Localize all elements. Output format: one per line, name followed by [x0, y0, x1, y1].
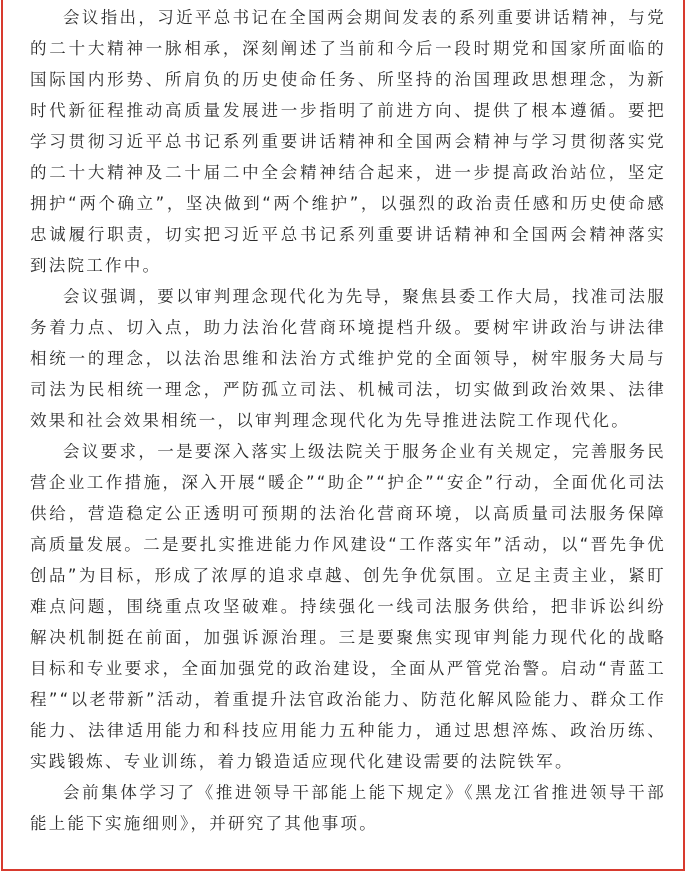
red-border-frame: [1, 0, 685, 871]
article-body: [30, 2, 666, 839]
paragraph-meeting-pointed-out: 会议指出，习近平总书记在全国两会期间发表的系列重要讲话精神，与党的二十大精神一脉相承，深刻阐述了当前和今后一段时期党和国家所面临的国际国内形势、所肩负的历史使命任务、所坚持的治国理政思想理念，为新时代新征程推动高质量发展进一步指明了前进方向、提供了根本遵循。要把学习贯彻习近平总书记系列重要讲话精神和全国两会精神与学习贯彻落实党的二十大精神及二十届二中全会精神结合起来，进一步提高政治站位，坚定拥护“两个确立”，坚决做到“两个维护”，以强烈的政治责任感和历史使命感忠诚履行职责，切实把习近平总书记系列重要讲话精神和全国两会精神落实到法院工作中。: [30, 8, 666, 275]
paragraph-pre-meeting-study: 会前集体学习了《推进领导干部能上能下规定》《黑龙江省推进领导干部能上能下实施细则》，并研究了其他事项。: [30, 783, 666, 833]
paragraph-meeting-emphasized: 会议强调，要以审判理念现代化为先导，聚焦县委工作大局，找准司法服务着力点、切入点，助力法治化营商环境提档升级。要树牢讲政治与讲法律相统一的理念，以法治思维和法治方式维护党的全面领导，树牢服务大局与司法为民相统一理念，严防孤立司法、机械司法，切实做到政治效果、法律效果和社会效果相统一，以审判理念现代化为先导推进法院工作现代化。: [30, 287, 666, 430]
paragraph-meeting-requirements: 会议要求，一是要深入落实上级法院关于服务企业有关规定，完善服务民营企业工作措施，深入开展“暖企”“助企”“护企”“安企”行动，全面优化司法供给，营造稳定公正透明可预期的法治化营商环境，以高质量司法服务保障高质量发展。二是要扎实推进能力作风建设“工作落实年”活动，以“晋先争优创品”为目标，形成了浓厚的追求卓越、创先争优氛围。立足主责主业，紧盯难点问题，围绕重点攻坚破难。持续强化一线司法服务供给，把非诉讼纠纷解决机制挺在前面，加强诉源治理。三是要聚焦实现审判能力现代化的战略目标和专业要求，全面加强党的政治建设，全面从严管党治警。启动“青蓝工程”“以老带新”活动，着重提升法官政治能力、防范化解风险能力、群众工作能力、法律适用能力和科技应用能力五种能力，通过思想淬炼、政治历练、实践锻炼、专业训练，着力锻造适应现代化建设需要的法院铁军。: [30, 442, 666, 771]
